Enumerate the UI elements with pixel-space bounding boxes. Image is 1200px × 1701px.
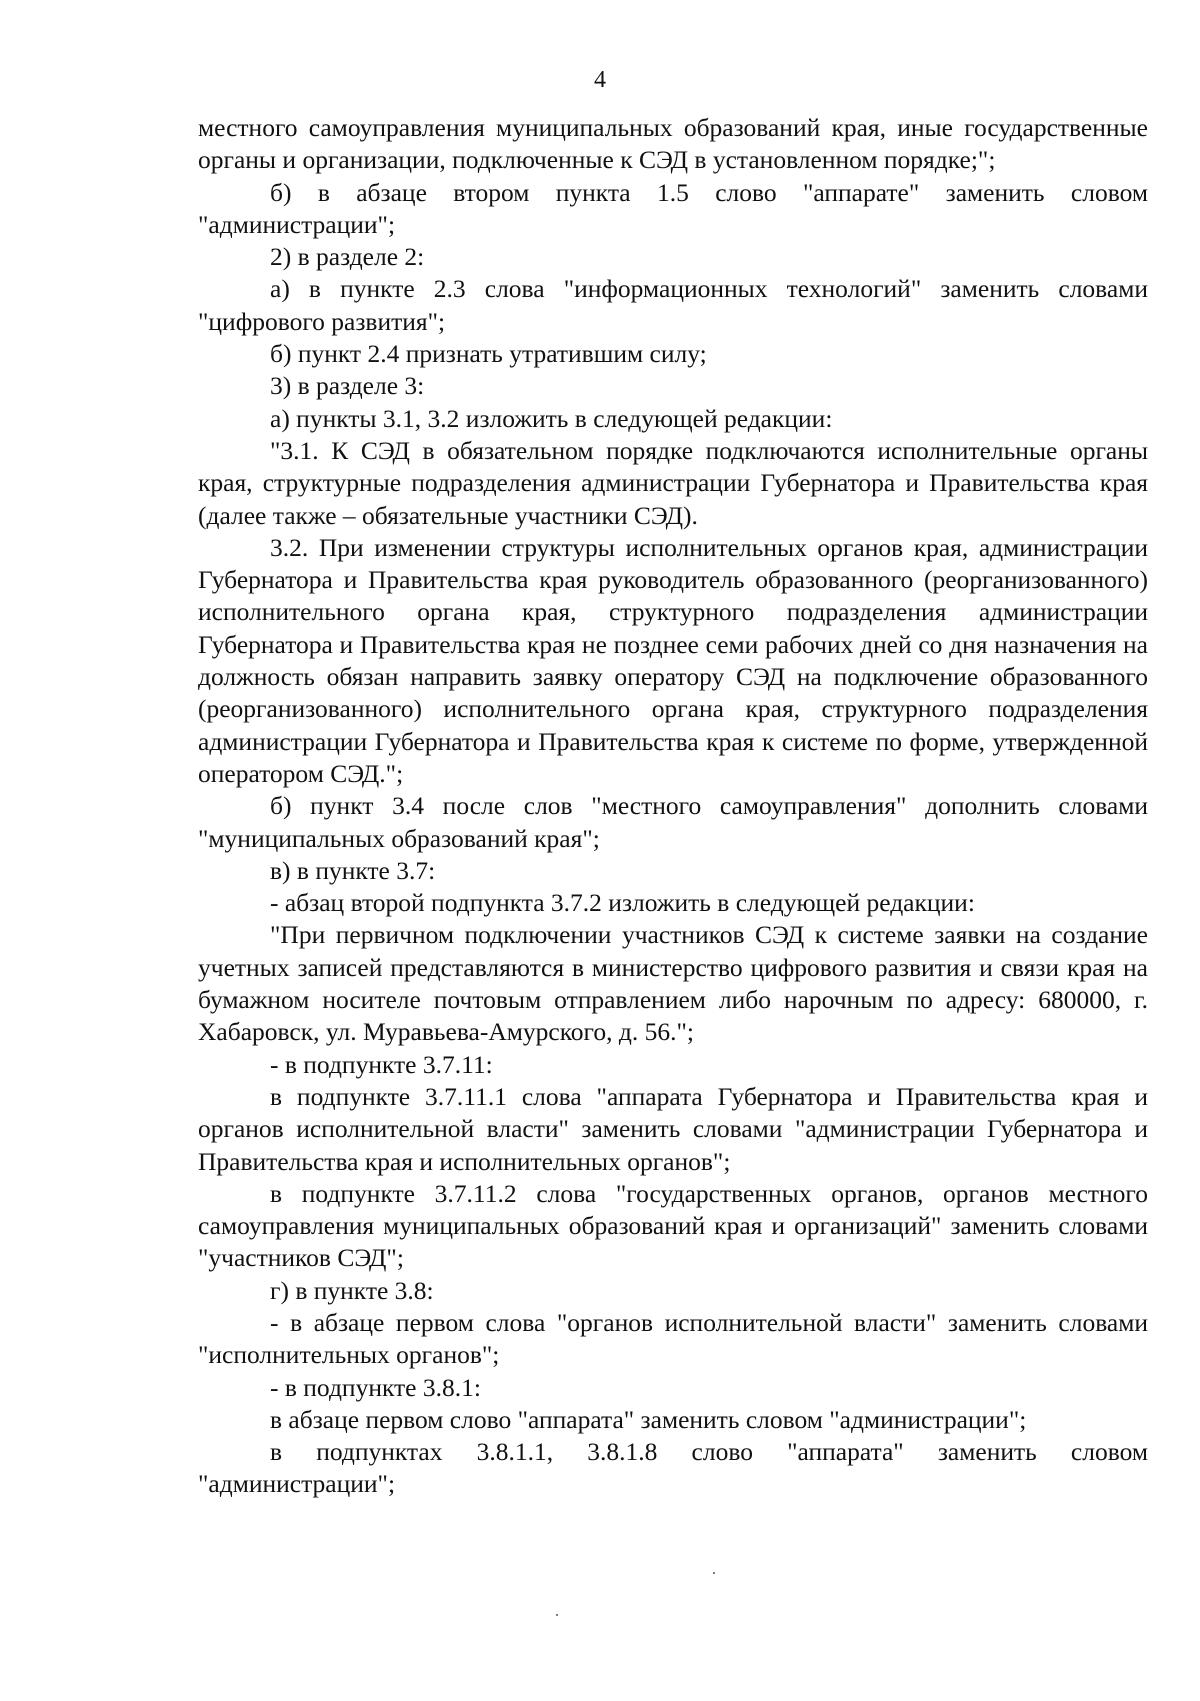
scan-speck — [713, 1572, 715, 1574]
paragraph: "3.1. К СЭД в обязательном порядке подключаются исполнительные органы края, структурные подразделения администрации Губернатора и Правительства края (далее также – обязательные участники СЭД). — [198, 435, 1148, 530]
paragraph: б) в абзаце втором пункта 1.5 слово "аппарате" заменить словом "администрации"; — [198, 177, 1148, 239]
paragraph: 2) в разделе 2: — [270, 242, 425, 272]
paragraph: г) в пункте 3.8: — [270, 1275, 434, 1305]
paragraph: б) пункт 3.4 после слов "местного самоуправления" дополнить словами "муниципальных образований края"; — [198, 791, 1148, 853]
paragraph: а) в пункте 2.3 слова "информационных технологий" заменить словами "цифрового развития"; — [198, 274, 1148, 336]
paragraph: местного самоуправления муниципальных образований края, иные государственные органы и организации, подключенные к СЭД в установленном порядке;"; — [198, 113, 1148, 175]
scan-speck — [556, 1614, 558, 1616]
paragraph: - абзац второй подпункта 3.7.2 изложить в следующей редакции: — [270, 888, 975, 918]
paragraph: 3.2. При изменении структуры исполнительных органов края, администрации Губернатора и Правительства края руководитель образованного (реорганизованного) исполнительного органа края, структурного подразделения администрации Губернатора и Правительства края не позднее семи рабочих дней со дня назначения на должность обязан направить заявку оператору СЭД на подключение образованного (реорганизованного) исполнительного органа края, структурного подразделения администрации Губернатора и Правительства края к системе по форме, утвержденной оператором СЭД."; — [198, 532, 1148, 788]
paragraph: 3) в разделе 3: — [270, 371, 425, 401]
paragraph: - в подпункте 3.8.1: — [270, 1372, 481, 1402]
page-number: 4 — [594, 67, 606, 93]
paragraph: в) в пункте 3.7: — [270, 855, 436, 885]
paragraph: "При первичном подключении участников СЭД к системе заявки на создание учетных записей представляются в министерство цифрового развития и связи края на бумажном носителе почтовым отправлением либо нарочным по адресу: 680000, г. Хабаровск, ул. Муравьева-Амурского, д. 56."; — [198, 920, 1148, 1047]
paragraph: - в подпункте 3.7.11: — [270, 1049, 493, 1079]
paragraph: в подпункте 3.7.11.2 слова "государственных органов, органов местного самоуправления муниципальных образований края и организаций" заменить словами "участников СЭД"; — [198, 1178, 1148, 1273]
paragraph: - в абзаце первом слова "органов исполнительной власти" заменить словами "исполнительных органов"; — [198, 1307, 1148, 1370]
paragraph: в подпункте 3.7.11.1 слова "аппарата Губернатора и Правительства края и органов исполнительной власти" заменить словами "администрации Губернатора и Правительства края и исполнительных органов"; — [198, 1081, 1148, 1176]
paragraph: б) пункт 2.4 признать утратившим силу; — [270, 339, 707, 369]
paragraph: в подпунктах 3.8.1.1, 3.8.1.8 слово "аппарата" заменить словом "администрации"; — [198, 1437, 1148, 1499]
paragraph: в абзаце первом слово "аппарата" заменить словом "администрации"; — [270, 1404, 1027, 1434]
paragraph: а) пункты 3.1, 3.2 изложить в следующей редакции: — [270, 403, 833, 433]
document-body — [198, 112, 1148, 1501]
